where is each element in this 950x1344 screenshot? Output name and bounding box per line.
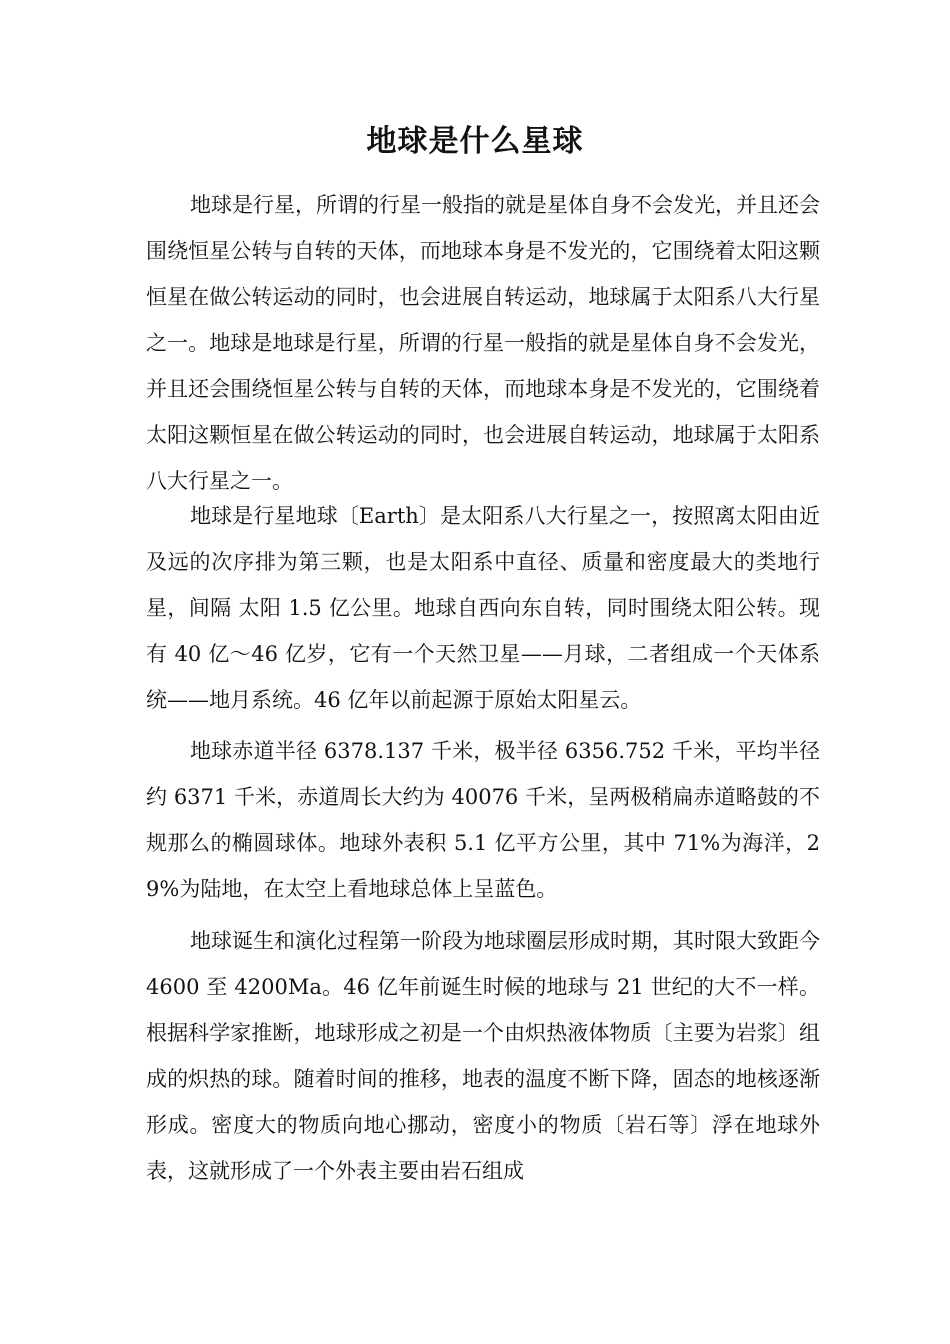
paragraph-4: 地球诞生和演化过程第一阶段为地球圈层形成时期，其时限大致距今 4600 至 4200Ma。46 亿年前诞生时候的地球与 21 世纪的大不一样。根据科学家推断，地球形成之初是一个由炽热液体物质〔主要为岩浆〕组成的炽热的球。随着时间的推移，地表的温度不断下降，固态的地核逐渐形成。密度大的物质向地心挪动，密度小的物质〔岩石等〕浮在地球外表，这就形成了一个外表主要由岩石组成 <box>146 929 820 1183</box>
paragraph-1: 地球是行星，所谓的行星一般指的就是星体自身不会发光，并且还会围绕恒星公转与自转的天体，而地球本身是不发光的，它围绕着太阳这颗恒星在做公转运动的同时，也会进展自转运动，地球属于太阳系八大行星之一。地球是地球是行星，所谓的行星一般指的就是星体自身不会发光，并且还会围绕恒星公转与自转的天体，而地球本身是不发光的，它围绕着太阳这颗恒星在做公转运动的同时，也会进展自转运动，地球属于太阳系八大行星之一。 <box>146 193 820 493</box>
paragraph-2: 地球是行星地球〔Earth〕是太阳系八大行星之一，按照离太阳由近及远的次序排为第三颗，也是太阳系中直径、质量和密度最大的类地行星，间隔 太阳 1.5 亿公里。地球自西向东自转，同时围绕太阳公转。现有 40 亿～46 亿岁，它有一个天然卫星——月球，二者组成一个天体系统——地月系统。46 亿年以前起源于原始太阳星云。 <box>146 504 820 712</box>
paragraph-3: 地球赤道半径 6378.137 千米，极半径 6356.752 千米，平均半径约 6371 千米，赤道周长大约为 40076 千米，呈两极稍扁赤道略鼓的不规那么的椭圆球体。地球外表积 5.1 亿平方公里，其中 71%为海洋，29%为陆地，在太空上看地球总体上呈蓝色。 <box>146 739 820 901</box>
document-title: 地球是什么星球 <box>366 124 584 159</box>
